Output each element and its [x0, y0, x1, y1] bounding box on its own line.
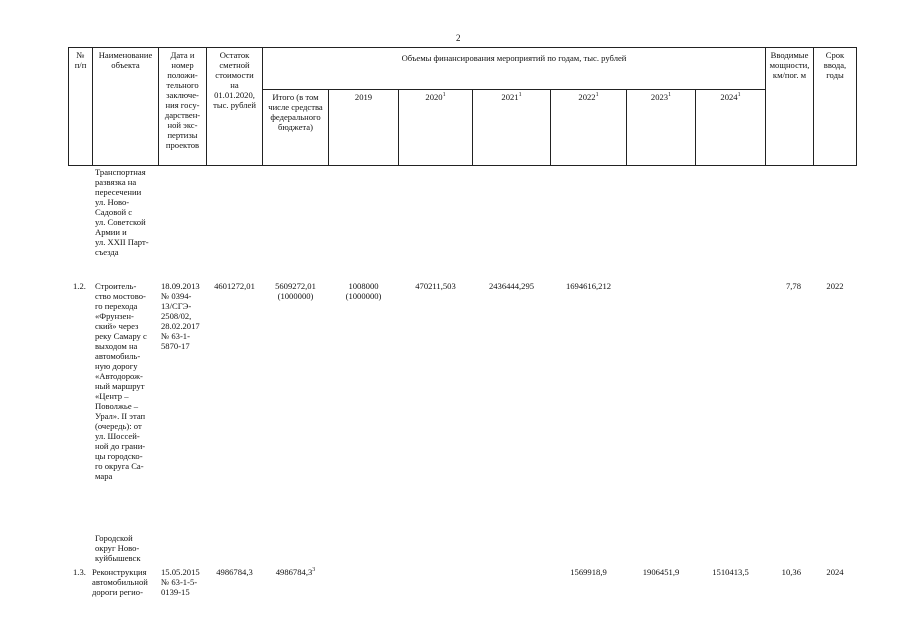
header-capacity: Вводимые мощности, км/пог. м [769, 50, 810, 80]
row-1-2-2022: 1694616,212 [565, 281, 612, 291]
row-1-2-capacity: 7,78 [785, 281, 801, 291]
section-title-novokuibyshevsk: Городской округ Ново- куйбышевск [95, 533, 141, 563]
header-object-name: Наименование объекта [98, 50, 153, 70]
row-1-2-remainder: 4601272,01 [214, 281, 255, 291]
row-1-2-date: 18.09.2013 № 0394- 13/СГЭ- 2508/02, 28.02.2017 № 63-1- 5870-17 [161, 281, 200, 351]
row-1-2-total: 5609272,01 (1000000) [275, 281, 316, 301]
row-1-3-2022: 1569918,9 [570, 567, 607, 577]
header-year-2022: 2022$^1$ [578, 92, 599, 102]
header-expertise-date: Дата и номер положи- тельного заключе- ния госу- дарствен- ной экс- пертизы проектов [164, 50, 201, 150]
header-number: № п/п [74, 50, 87, 70]
row-1-2-2019: 1008000 (1000000) [345, 281, 382, 301]
header-bottom-rule [68, 165, 857, 166]
header-year-2019: 2019 [354, 92, 373, 102]
header-commissioning-term: Срок ввода, годы [823, 50, 847, 80]
row-1-2-2021: 2436444,295 [488, 281, 535, 291]
row-1-3-term: 2024 [826, 567, 844, 577]
row-1-2-number: 1.2. [73, 281, 86, 291]
row-1-2-term: 2022 [826, 281, 844, 291]
header-remainder-cost: Остаток сметной стоимости на 01.01.2020, тыс. рублей [213, 50, 256, 110]
page-number: 2 [456, 33, 461, 43]
header-mid-rule [262, 89, 765, 90]
row-1-3-2024: 1510413,5 [712, 567, 749, 577]
header-col-line [856, 47, 857, 165]
row-1-3-total: 4986784,3$^3$ [275, 567, 316, 577]
row-1-3-name: Реконструкция автомобильной дороги регио- [92, 567, 148, 597]
row-1-3-remainder: 4986784,3 [216, 567, 253, 577]
row-1-3-date: 15.05.2015 № 63-1-5- 0139-15 [161, 567, 200, 597]
header-top-rule [68, 47, 857, 48]
header-year-2020: 2020$^1$ [425, 92, 446, 102]
header-year-2023: 2023$^1$ [650, 92, 672, 102]
header-financing-volumes: Объемы финансирования мероприятий по годам, тыс. рублей [401, 53, 627, 63]
row-1-3-number: 1.3. [73, 567, 86, 577]
row-1-2-name: Строитель- ство мостово- го перехода «Фрунзен- ский» через реку Самару с выходом на автомобиль- ную дорогу «Автодорож- ный маршрут «Центр – Поволжье – Урал». II этап (очередь): от ул. Шоссей- ной до грани- цы городско- го округа Са- мара [95, 281, 147, 481]
row-1-3-2023: 1906451,9 [642, 567, 680, 577]
section-title-interchange: Транспортная развязка на пересечении ул. Ново- Садовой с ул. Советской Армии и ул. XXII Парт- съезда [95, 167, 149, 257]
row-1-2-2020: 470211,503 [415, 281, 456, 291]
header-total: Итого (в том числе средства федерального бюджета) [268, 92, 323, 132]
header-year-2021: 2021$^1$ [501, 92, 522, 102]
row-1-3-capacity: 10,36 [781, 567, 801, 577]
header-year-2024: 2024$^1$ [720, 92, 741, 102]
